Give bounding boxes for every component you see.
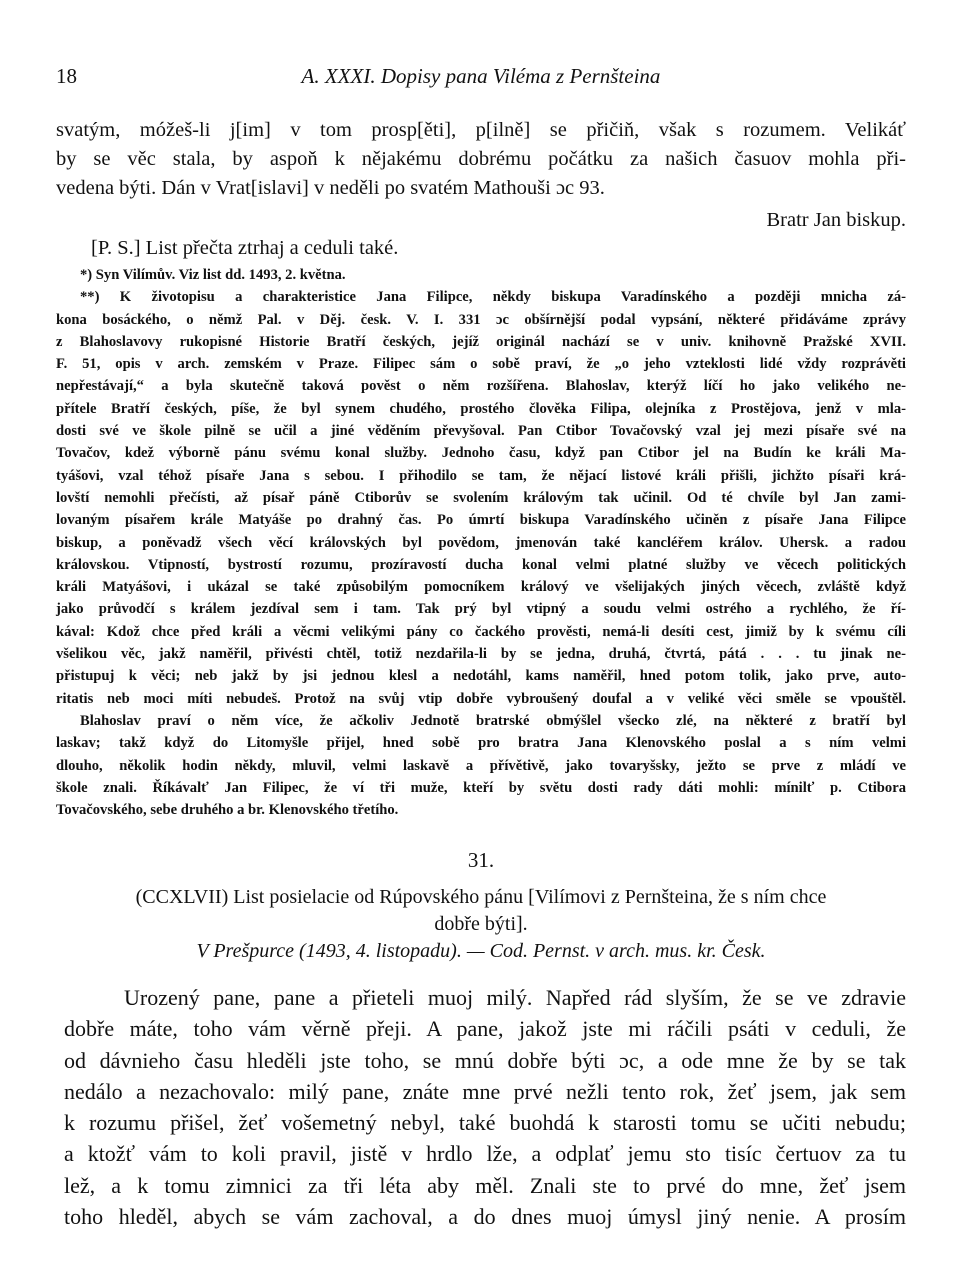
footnote-line: Blahoslav praví o něm více, že ačkoliv Jednotě bratrské obmýšlel všecko zlé, na některé z bratří byl (80, 712, 906, 729)
document-number: 31. (467, 848, 495, 872)
footnote-line: ritatis neb moci míti nebudeš. Protož na svůj vtip dobře vybroušený doufal a v veliké věci směle se vpouštěl. (56, 690, 906, 707)
text-line: svatým, móžeš-li j[im] v tom prosp[ěti], p[ilně] se přičiň, však s rozumem. Velikáť (56, 119, 906, 141)
footnote-line: přítele Bratří českých, píše, že byl synem chudého, prostého člověka Filipa, olejníka z Prostějova, jenž v mla- (56, 400, 906, 417)
book-page (56, 0, 906, 1280)
footnote-line: Tovačovského, sebe druhého a br. Klenovského třetího. (56, 802, 399, 819)
letter-line: a ktožť vám to koli pravil, jistě v hrdlo lže, a odplať jemu sto tisíc čertuov za tu (64, 1141, 906, 1167)
page-number: 18 (56, 64, 77, 88)
footnote-line: dosti své ve škole pilně se učil a jiné věděním převyšoval. Pan Ctibor Tovačovský vzal jej mezi písaře své na (56, 423, 906, 440)
postscript: [P. S.] List přečta ztrhaj a ceduli také. (91, 237, 399, 259)
letter-line: lež, a k tomu zimnici za tři léta aby měl. Znali ste to prvé do mne, žeť jsem (64, 1172, 906, 1198)
footnote-line: kona bosáckého, o němž Pal. v Děj. česk. V. I. 331 ɔc obšírnější podal vypsání, některé přidáváme zprávy (56, 311, 906, 328)
footnote-line: biskup, a poněvadž všech věcí královských byl povědom, jmenován také kancléřem králov. Uhersk. a radou (56, 534, 906, 551)
footnote-line: jako průvodčí s králem jezdíval sem i tam. Tak prý byl vtipný a soudu velmi ostrého a rychlého, že ří- (56, 601, 906, 618)
footnote-line: lovaným písařem krále Matyáše po drahný čas. Po úmrtí biskupa Varadínského učiněn z písaře Jana Filipce (56, 512, 906, 529)
footnote-line: všelikou věc, jakž naměřil, přivésti chtěl, totiž nezdařila-li by se jedna, druhá, čtvrtá, pátá . . . tu jinak ne- (56, 646, 906, 663)
title-line: (CCXLVII) List posielacie od Rúpovského pánu [Vilímovi z Pernšteina, že s ním chce (135, 886, 827, 908)
footnote-line: přistupuj k věci; neb jakž by jsi jednou klesl a nedotáhl, kams naměřil, hned potom tolik, jako prve, auto- (56, 668, 906, 685)
footnote-line: lovští nemohli přečísti, až písař páně Ctiborův se svolením královým tak učinil. Od té chvíle byl Jan zami- (56, 489, 906, 506)
footnote-line: králi Matyášovi, i ukázal se také způsobilým pomocníkem králový ve všelijakých jiných věcech, zvláště když (56, 579, 906, 596)
letter-line: toho hleděl, abych se vám zachoval, a do dnes muoj úmysl jiný nenie. A prosím (64, 1204, 906, 1230)
footnote-line: *) Syn Vilímův. Viz list dd. 1493, 2. května. (80, 267, 346, 283)
letter-line: dobře máte, toho vám věrně přeji. A pane, jakož jste mi ráčili psáti v ceduli, že (64, 1016, 906, 1042)
footnotes (56, 264, 906, 821)
text-line: by se věc stala, by aspoň k nějakému dobrému počátku za našich časuov mohla při- (56, 148, 906, 170)
document-source: V Prešpurce (1493, 4. listopadu). — Cod. Pernst. v arch. mus. kr. Česk. (196, 940, 766, 962)
footnote-line: tyášovi, vzal téhož písaře Jana s sebou. I přihodilo se tam, že nějací listové králi přišli, jichžto písaři krá- (56, 467, 906, 484)
footnote-line: královskou. Vtipností, bystrostí rozumu, prozíravostí ducha konal velmi platné služby ve věcech politických (56, 556, 906, 573)
footnote-line: z Blahoslavovy rukopisné Historie Bratří českých, jejíž originál nachází se v univ. knihovně Pražské XVII. (56, 333, 906, 350)
footnote-line: dlouho, několik hodin někdy, mluvil, velmi laskavě a přívětivě, jako tovaryšsky, ježto se prve z mládí ve (56, 757, 906, 774)
footnote-line: laskav; takž když do Litomyšle přijel, hned sobě pro bratra Jana Klenovského poslal a s ním velmi (56, 735, 906, 752)
letter-line: Urozený pane, pane a přieteli muoj milý. Napřed rád slyším, že se ve zdravie (124, 985, 906, 1010)
footnote-line: Tovačov, kdež výborně pánu svému konal služby. Jednoho času, když pan Ctibor jel na Budín ke králi Ma- (56, 445, 906, 462)
letter-line: k rozumu přišel, žeť vošemetný nebyl, také buohdá k starosti tomu se učiti nebudu; (64, 1110, 906, 1136)
footnote-line: nepřestávají,“ a byla skutečně taková pověst o něm rozšířena. Blahoslav, kterýž líčí ho jako velikého ne- (56, 378, 906, 395)
text-line: vedena býti. Dán v Vrat[islavi] v neděli po svatém Mathouši ɔc 93. (56, 177, 605, 199)
footnote-line: **) K životopisu a charakteristice Jana Filipce, někdy biskupa Varadínského a později mnicha zá- (80, 289, 906, 306)
footnote-line: F. 51, opis v arch. zemském v Praze. Filipec sám o sobě praví, že „o jeho vzteklosti lidé vždy rozprávěti (56, 356, 906, 373)
letter-continuation (56, 116, 906, 263)
letter-line: nedálo a nezachovalo: milý pane, znáte mne prvé nežli tento rok, žeť jsem, jak sem (64, 1078, 906, 1104)
letter-line: od dávnieho času hleděli jste toho, se mnú dobře býti ɔc, a ode mne že by se tak (64, 1047, 906, 1073)
signature: Bratr Jan biskup. (766, 209, 906, 231)
page-header (56, 64, 906, 94)
running-head: A. XXXI. Dopisy pana Viléma z Pernšteina (301, 64, 661, 88)
footnote-line: kával: Kdož chce před králi a věcmi velikými pány co čackého prověsti, nemá-li desíti cest, jimiž by k svému cíli (56, 623, 906, 640)
letter-text (64, 982, 906, 1232)
title-line: dobře býti]. (434, 913, 528, 935)
document-title (56, 884, 906, 938)
footnote-line: škole znali. Říkávalť Jan Filipec, že ví tři muže, kteří by světu dosti rady dáti mohli: mínilť p. Ctibora (56, 779, 906, 796)
